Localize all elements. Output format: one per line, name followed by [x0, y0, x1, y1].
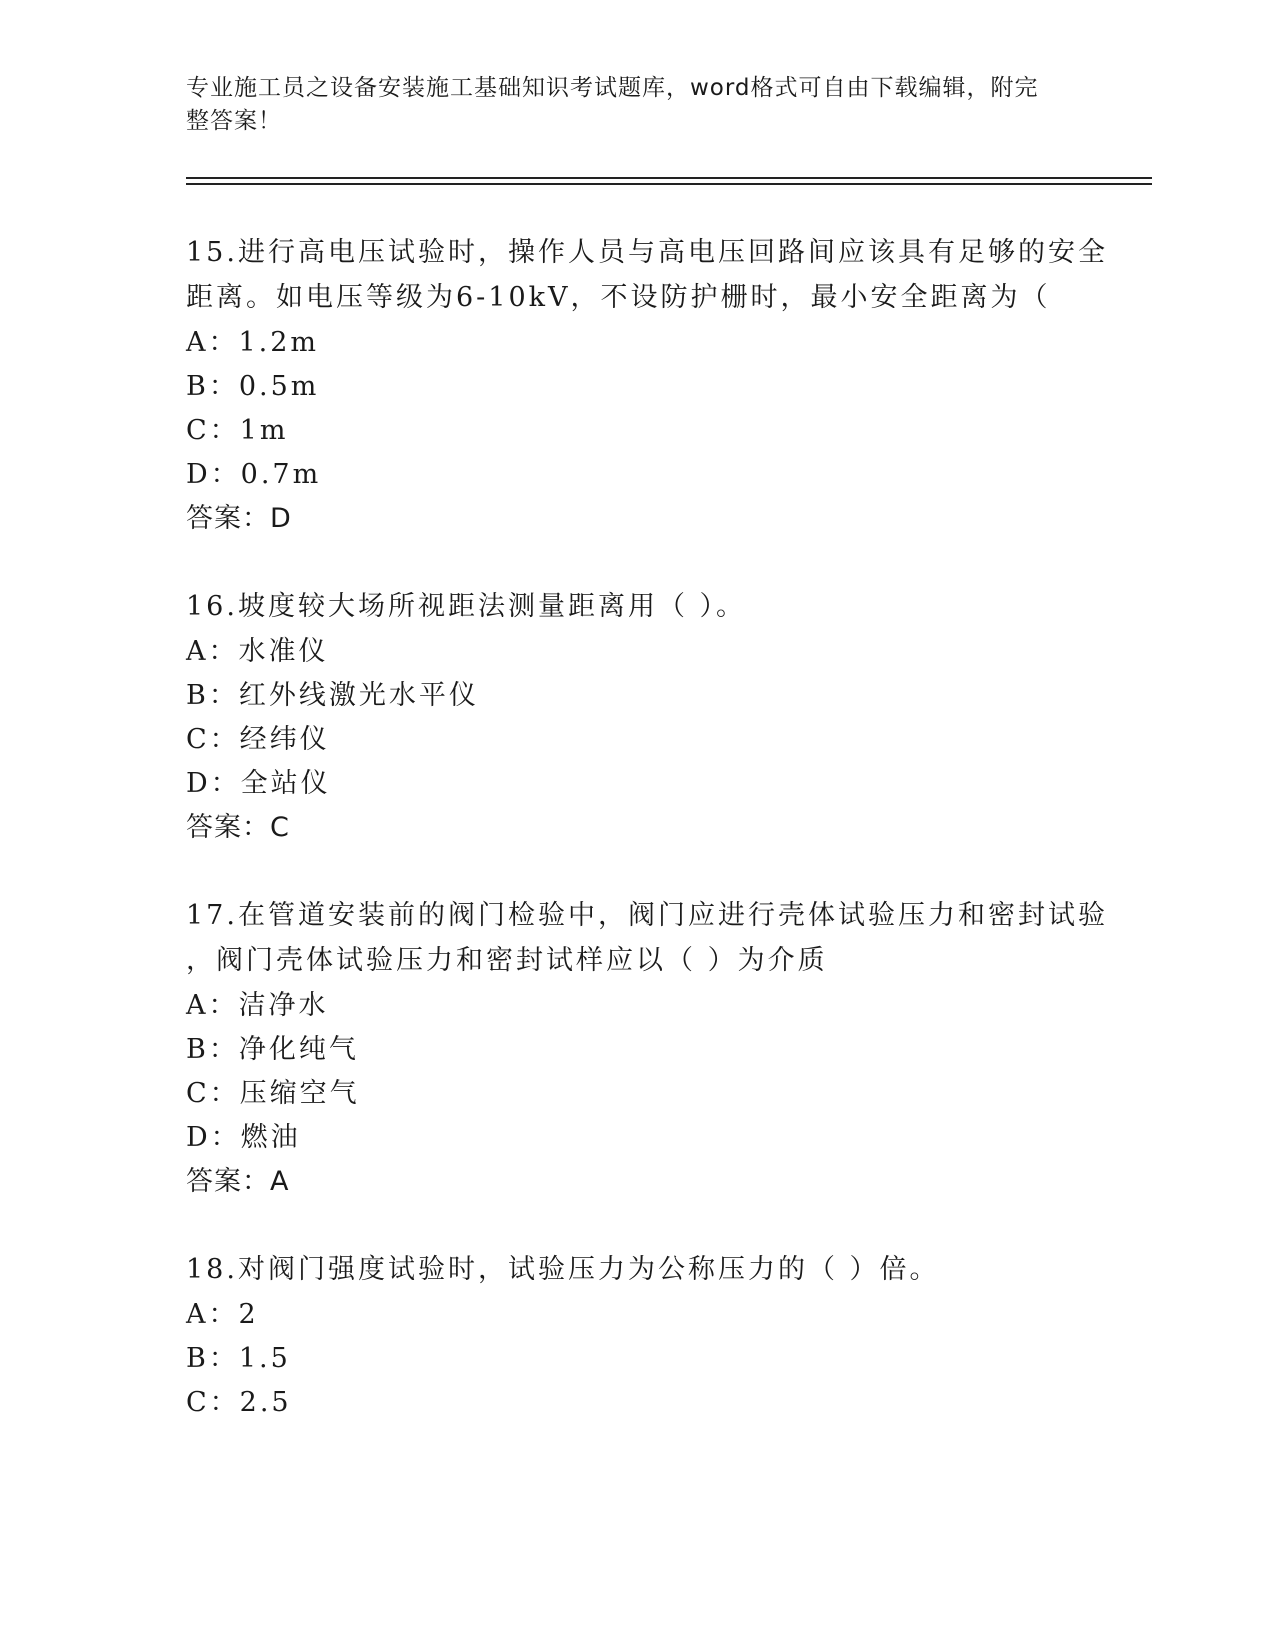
header-rule-bottom	[186, 183, 1152, 185]
question-17-option-b: B：净化纯气	[186, 1034, 359, 1065]
question-17-stem-line-2: ，阀门壳体试验压力和密封试样应以（ ）为介质	[186, 945, 828, 976]
question-18-stem: 18.对阀门强度试验时，试验压力为公称压力的（ ）倍。	[186, 1254, 940, 1285]
question-16-answer: 答案：C	[186, 812, 290, 843]
question-17-answer: 答案：A	[186, 1166, 290, 1197]
question-18-option-b: B：1.5	[186, 1343, 291, 1374]
question-15-option-b: B：0.5m	[186, 371, 320, 402]
question-16-option-c: C：经纬仪	[186, 724, 330, 755]
question-15-answer: 答案：D	[186, 503, 292, 534]
question-17-option-d: D：燃油	[186, 1122, 301, 1153]
question-15-stem-line-2: 距离。如电压等级为6-10kV，不设防护栅时，最小安全距离为（	[186, 282, 1051, 313]
question-17-option-c: C：压缩空气	[186, 1078, 360, 1109]
question-17-option-a: A：洁净水	[186, 990, 329, 1021]
question-15-option-a: A：1.2m	[186, 327, 320, 358]
document-header: 专业施工员之设备安装施工基础知识考试题库，word格式可自由下载编辑，附完 整答案！	[186, 75, 1039, 134]
question-18-option-a: A：2	[186, 1299, 259, 1330]
question-16-stem: 16.坡度较大场所视距法测量距离用（ ）。	[186, 591, 747, 622]
question-17-stem-line-1: 17.在管道安装前的阀门检验中，阀门应进行壳体试验压力和密封试验	[186, 900, 1108, 931]
question-15-stem-line-1: 15.进行高电压试验时，操作人员与高电压回路间应该具有足够的安全	[186, 237, 1108, 268]
question-18-option-c: C：2.5	[186, 1387, 292, 1418]
question-16-option-d: D：全站仪	[186, 768, 331, 799]
question-16-option-a: A：水准仪	[186, 636, 329, 667]
question-16-option-b: B：红外线激光水平仪	[186, 680, 479, 711]
question-15-option-c: C：1m	[186, 415, 289, 446]
header-rule-top	[186, 177, 1152, 179]
question-15-option-d: D：0.7m	[186, 459, 322, 490]
